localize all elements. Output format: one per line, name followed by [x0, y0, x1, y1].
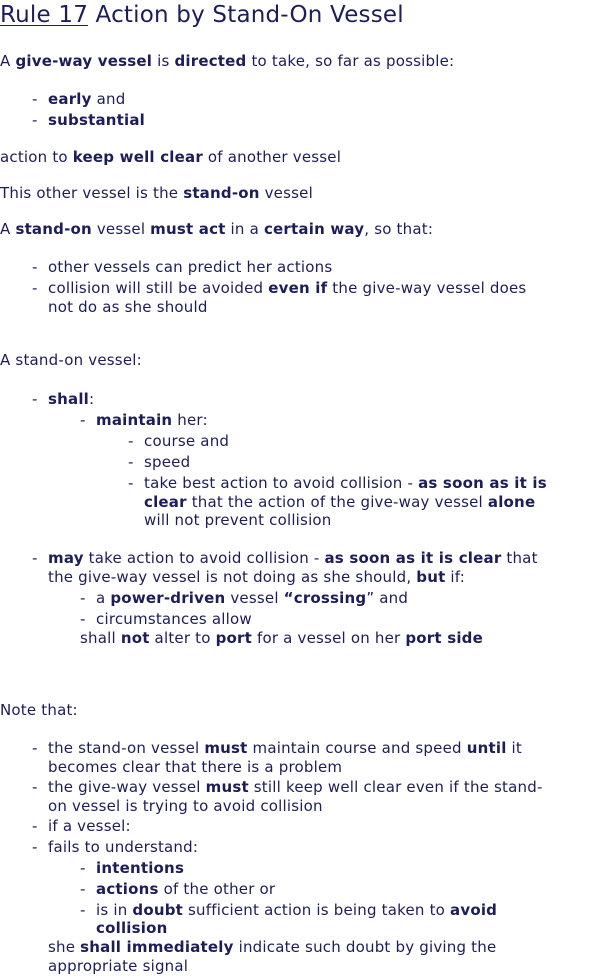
final-line-continuation: appropriate signal	[48, 957, 189, 975]
list-item-continuation: becomes clear that there is a problem	[48, 758, 343, 776]
section-heading: Note that:	[0, 701, 78, 719]
shall-not-line: shall not alter to port for a vessel on her port side	[80, 629, 483, 647]
page-title	[0, 2, 404, 28]
list-item-continuation: clear that the action of the give-way vessel alone	[144, 493, 536, 511]
list-item-continuation: not do as she should	[48, 298, 208, 316]
rule-number: Rule 17	[0, 2, 89, 28]
list-item-continuation: collision	[96, 919, 168, 937]
list-item-continuation: the give-way vessel is not doing as she should, but if:	[48, 568, 466, 586]
final-line: she shall immediately indicate such doubt by giving the	[48, 938, 497, 956]
must-act-line: A stand-on vessel must act in a certain way, so that:	[0, 220, 434, 238]
other-vessel-line: This other vessel is the stand-on vessel	[0, 184, 313, 202]
keep-clear-line: action to keep well clear of another vessel	[0, 148, 342, 166]
list-item-continuation: on vessel is trying to avoid collision	[48, 797, 323, 815]
section-heading: A stand-on vessel:	[0, 351, 142, 369]
title-text: Action by Stand-On Vessel	[88, 2, 404, 28]
list-item-continuation: will not prevent collision	[144, 511, 332, 529]
intro-line: A give-way vessel is directed to take, so far as possible:	[0, 52, 455, 70]
